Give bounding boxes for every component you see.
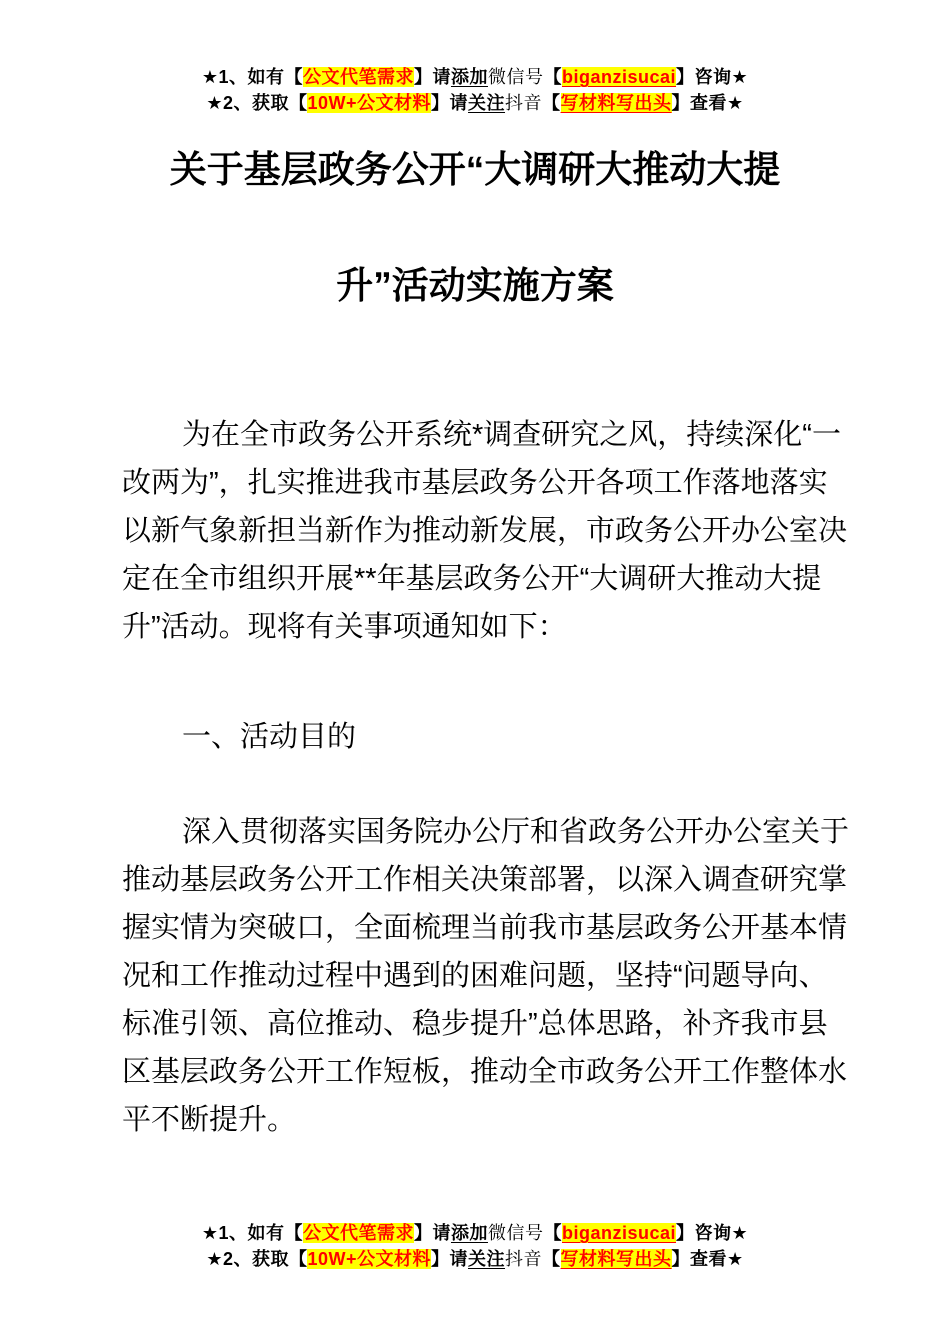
paragraph-line: 以新气象新担当新作为推动新发展，市政务公开办公室决 <box>122 515 848 547</box>
paragraph-intro <box>122 411 900 651</box>
document-title <box>0 140 950 316</box>
promo-highlight-service: 公文代笔需求 <box>302 67 414 87</box>
paragraph-line: 区基层政务公开工作短板，推动全市政务公开工作整体水 <box>122 1056 848 1088</box>
promo-highlight-account: 写材料写出头 <box>560 1249 672 1269</box>
promo-platform-label: 抖音 <box>505 93 543 113</box>
promo-highlight-service: 10W+公文材料 <box>307 93 432 113</box>
promo-suffix: 】查看★ <box>671 93 744 113</box>
paragraph-line: 升”活动。现将有关事项通知如下： <box>122 611 567 643</box>
paragraph-line: 深入贯彻落实国务院办公厅和省政务公开办公室关于 <box>182 816 850 848</box>
promo-mid: 】请 <box>413 67 451 87</box>
paragraph-line: 握实情为突破口，全面梳理当前我市基层政务公开基本情 <box>122 912 848 944</box>
document-body <box>0 411 950 1144</box>
promo-platform-label: 微信号 <box>487 67 544 87</box>
promo-footer-line-2 <box>0 1246 950 1272</box>
promo-platform-label: 微信号 <box>487 1223 544 1243</box>
promo-header <box>0 0 950 116</box>
paragraph-line: 定在全市组织开展**年基层政务公开“大调研大推动大提 <box>122 563 822 595</box>
document-title-line-1: 关于基层政务公开“大调研大推动大提 <box>169 149 781 190</box>
promo-mid: 】请 <box>413 1223 451 1243</box>
paragraph-line: 标准引领、高位推动、稳步提升”总体思路，补齐我市县 <box>122 1008 828 1040</box>
paragraph-line: 改两为”，扎实推进我市基层政务公开各项工作落地落实 <box>122 467 828 499</box>
promo-bracket: 【 <box>542 1249 561 1269</box>
promo-footer <box>0 1220 950 1272</box>
promo-mid: 】请 <box>431 93 469 113</box>
promo-underlined-action: 关注 <box>468 93 506 113</box>
promo-prefix: ★1、如有【 <box>201 1223 303 1243</box>
promo-underlined-action: 添加 <box>450 67 488 87</box>
promo-highlight-service: 公文代笔需求 <box>302 1223 414 1243</box>
paragraph-line: 推动基层政务公开工作相关决策部署，以深入调查研究掌 <box>122 864 848 896</box>
promo-highlight-service: 10W+公文材料 <box>307 1249 432 1269</box>
promo-underlined-action: 关注 <box>468 1249 506 1269</box>
promo-suffix: 】查看★ <box>671 1249 744 1269</box>
promo-underlined-action: 添加 <box>450 1223 488 1243</box>
promo-suffix: 】咨询★ <box>676 67 749 87</box>
promo-mid: 】请 <box>431 1249 469 1269</box>
promo-highlight-account: biganzisucai <box>561 67 677 87</box>
promo-header-line-1 <box>0 64 950 90</box>
paragraph-purpose <box>122 808 900 1144</box>
promo-prefix: ★2、获取【 <box>206 93 308 113</box>
paragraph-line: 平不断提升。 <box>122 1104 297 1136</box>
promo-bracket: 【 <box>543 1223 562 1243</box>
promo-bracket: 【 <box>543 67 562 87</box>
promo-suffix: 】咨询★ <box>676 1223 749 1243</box>
promo-platform-label: 抖音 <box>505 1249 543 1269</box>
promo-highlight-account: 写材料写出头 <box>560 93 672 113</box>
paragraph-line: 为在全市政务公开系统*调查研究之风，持续深化“一 <box>182 419 841 451</box>
promo-prefix: ★2、获取【 <box>206 1249 308 1269</box>
promo-prefix: ★1、如有【 <box>201 67 303 87</box>
paragraph-line: 况和工作推动过程中遇到的困难问题，坚持“问题导向、 <box>122 960 828 992</box>
section-heading-activity-purpose: 一、活动目的 <box>182 721 357 753</box>
promo-highlight-account: biganzisucai <box>561 1223 677 1243</box>
promo-footer-line-1 <box>0 1220 950 1246</box>
promo-header-line-2 <box>0 90 950 116</box>
promo-bracket: 【 <box>542 93 561 113</box>
document-title-line-2: 升”活动实施方案 <box>336 265 614 306</box>
